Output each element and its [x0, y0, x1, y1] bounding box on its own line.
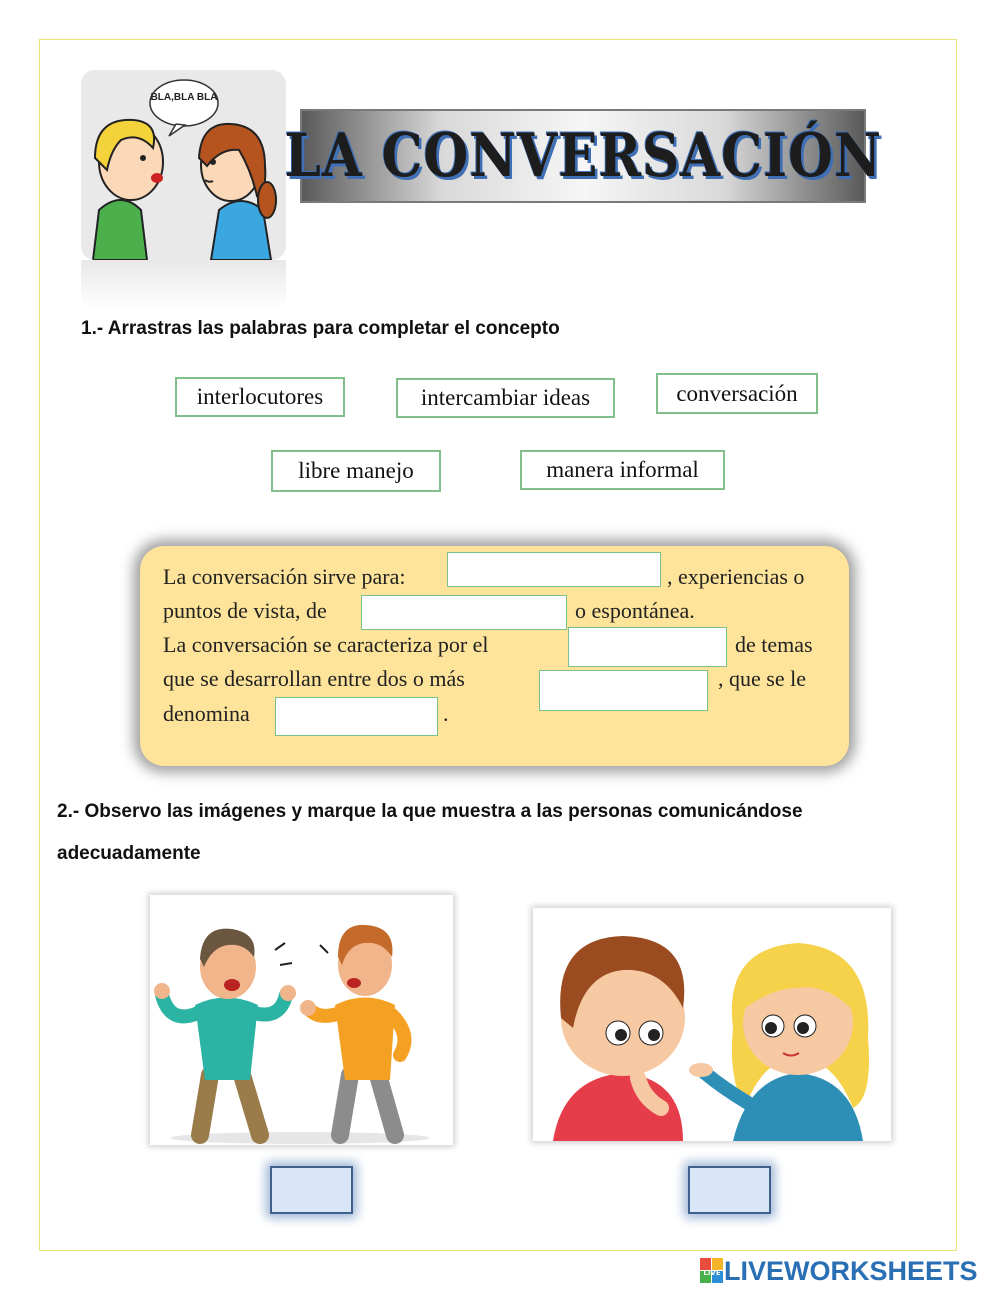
paragraph-line2-end: o espontánea.: [575, 598, 695, 623]
liveworksheets-logo-icon: [700, 1258, 724, 1284]
logo-badge-text: LIVE: [703, 1269, 721, 1277]
paragraph-line3-end: de temas: [735, 632, 813, 657]
answer-checkbox-right[interactable]: [688, 1166, 771, 1214]
paragraph-line5-end: .: [443, 701, 449, 726]
kids-talking-image: [533, 908, 891, 1141]
question-2-line-1: 2.- Observo las imágenes y marque la que muestra a las personas comunicándose: [57, 801, 803, 822]
drop-slot-2[interactable]: [361, 595, 567, 630]
question-1: 1.- Arrastras las palabras para completar el concepto: [81, 318, 560, 339]
question-2-line-2: adecuadamente: [57, 843, 201, 864]
paragraph-line5-start: denomina: [163, 701, 250, 726]
logo-text: LIVEWORKSHEETS: [724, 1255, 978, 1286]
paragraph-line2-start: puntos de vista, de: [163, 598, 327, 623]
drop-slot-4[interactable]: [539, 670, 708, 711]
paragraph-line4-end: , que se le: [718, 666, 806, 691]
paragraph-line4-start: que se desarrollan entre dos o más: [163, 666, 465, 691]
liveworksheets-logo: [700, 1256, 978, 1286]
drop-slot-5[interactable]: [275, 697, 438, 736]
paragraph-line1-end: , experiencias o: [667, 564, 805, 589]
title-banner: [284, 109, 882, 203]
paragraph-line1-start: La conversación sirve para:: [163, 564, 406, 589]
speech-bubble-text: BLA,BLA BLA: [150, 92, 218, 103]
word-chip-interlocutores[interactable]: interlocutores: [175, 377, 345, 417]
word-chip-conversacion[interactable]: conversación: [656, 373, 818, 414]
page-title: LA CONVERSACIÓN: [284, 121, 882, 191]
paragraph-line3-start: La conversación se caracteriza por el: [163, 632, 489, 657]
word-chip-manera-informal[interactable]: manera informal: [520, 450, 725, 490]
word-chip-intercambiar-ideas[interactable]: intercambiar ideas: [396, 378, 615, 418]
arguing-people-image: [150, 895, 453, 1145]
word-chip-libre-manejo[interactable]: libre manejo: [271, 450, 441, 492]
header-image-reflection: [81, 260, 286, 310]
answer-checkbox-left[interactable]: [270, 1166, 353, 1214]
conversation-header-image: [81, 70, 286, 260]
drop-slot-1[interactable]: [447, 552, 661, 587]
drop-slot-3[interactable]: [568, 627, 727, 667]
